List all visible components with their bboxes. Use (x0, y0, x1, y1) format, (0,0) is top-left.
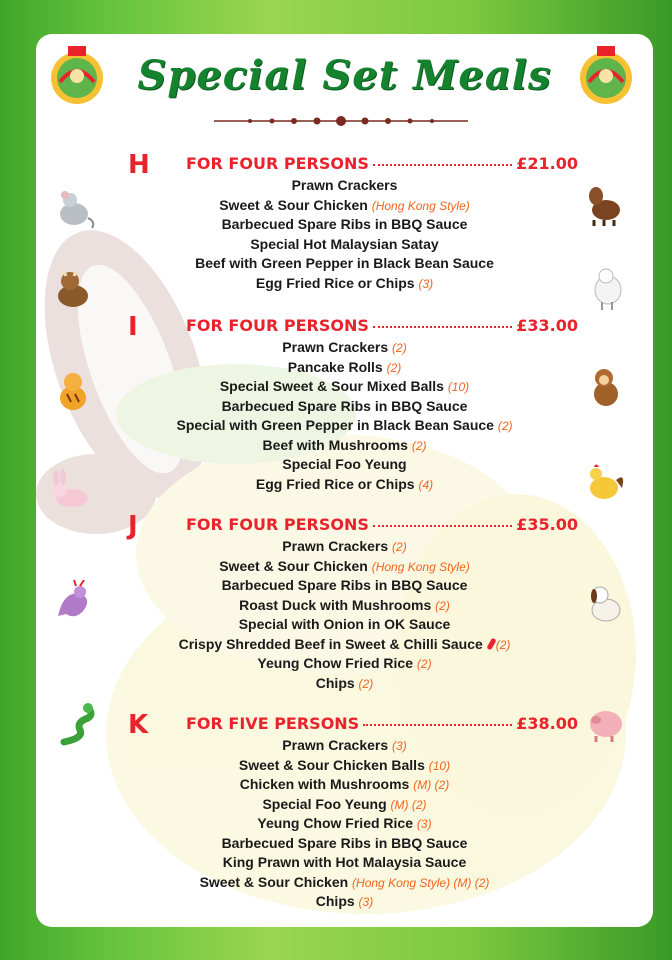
menu-item: Special Hot Malaysian Satay (250, 235, 439, 252)
menu-item: Special with Green Pepper in Black Bean Sauce (2) (176, 417, 513, 433)
set-letter: J (128, 511, 138, 541)
page-title: Special Set Meals (137, 52, 552, 99)
menu-item: Special Foo Yeung (M) (2) (262, 795, 427, 812)
menu-item: Prawn Crackers (2) (282, 339, 407, 355)
set-persons: FOR FIVE PERSONS (186, 714, 360, 733)
set-heading (186, 316, 578, 335)
set-heading (186, 515, 578, 534)
menu-item: Chips (3) (315, 893, 374, 909)
set-persons: FOR FOUR PERSONS (186, 316, 369, 335)
set-items (36, 537, 653, 693)
set-letter: I (128, 312, 138, 342)
menu-item: Prawn Crackers (3) (282, 737, 407, 753)
set-price: £38.00 (516, 714, 578, 733)
leader-dots (363, 724, 512, 726)
set-items (36, 736, 653, 912)
menu-item: Egg Fried Rice or Chips (3) (255, 274, 434, 291)
menu-item: Pancake Rolls (2) (287, 358, 402, 375)
menu-item: Beef with Mushrooms (2) (262, 436, 427, 453)
menu-item: Barbecued Spare Ribs in BBQ Sauce (221, 397, 468, 414)
menu-item: Special Sweet & Sour Mixed Balls (10) (219, 378, 470, 394)
menu-item: Chicken with Mushrooms (M) (2) (239, 776, 450, 792)
menu-item: Barbecued Spare Ribs in BBQ Sauce (221, 577, 468, 593)
menu-item: Barbecued Spare Ribs in BBQ Sauce (221, 834, 468, 851)
menu-item: Yeung Chow Fried Rice (3) (257, 815, 432, 831)
set-letter: K (128, 710, 149, 740)
menu-item: Crispy Shredded Beef in Sweet & Chilli Sauce (2) (178, 635, 511, 652)
menu-item: Roast Duck with Mushrooms (2) (239, 596, 450, 613)
set-price: £21.00 (516, 154, 578, 173)
menu-item: Special with Onion in OK Sauce (238, 616, 451, 632)
set-price: £33.00 (516, 316, 578, 335)
menu-item: Yeung Chow Fried Rice (2) (257, 655, 432, 671)
leader-dots (373, 164, 512, 166)
menu-item: Chips (2) (315, 674, 374, 691)
menu-item: Sweet & Sour Chicken (Hong Kong Style) (219, 196, 470, 213)
set-items (36, 176, 653, 293)
menu-item: Prawn Crackers (2) (282, 538, 407, 554)
set-persons: FOR FOUR PERSONS (186, 154, 369, 173)
ornament-divider (212, 114, 470, 128)
set-heading (186, 714, 578, 733)
leader-dots (373, 525, 512, 527)
menu-item: Egg Fried Rice or Chips (4) (255, 475, 434, 492)
leader-dots (373, 326, 512, 328)
menu-item: Sweet & Sour Chicken Balls (10) (238, 756, 451, 773)
menu-card (36, 34, 653, 927)
set-persons: FOR FOUR PERSONS (186, 515, 369, 534)
menu-item: Prawn Crackers (291, 177, 398, 193)
set-heading (186, 154, 578, 173)
menu-item: King Prawn with Hot Malaysia Sauce (222, 854, 467, 870)
menu-item: Barbecued Spare Ribs in BBQ Sauce (221, 216, 468, 232)
set-price: £35.00 (516, 515, 578, 534)
menu-item: Sweet & Sour Chicken (Hong Kong Style) (219, 557, 470, 574)
menu-item: Sweet & Sour Chicken (Hong Kong Style) (M) (2) (199, 873, 490, 890)
set-items (36, 338, 653, 494)
set-letter: H (128, 150, 150, 180)
menu-item: Beef with Green Pepper in Black Bean Sauce (195, 255, 494, 271)
menu-item: Special Foo Yeung (282, 456, 407, 472)
